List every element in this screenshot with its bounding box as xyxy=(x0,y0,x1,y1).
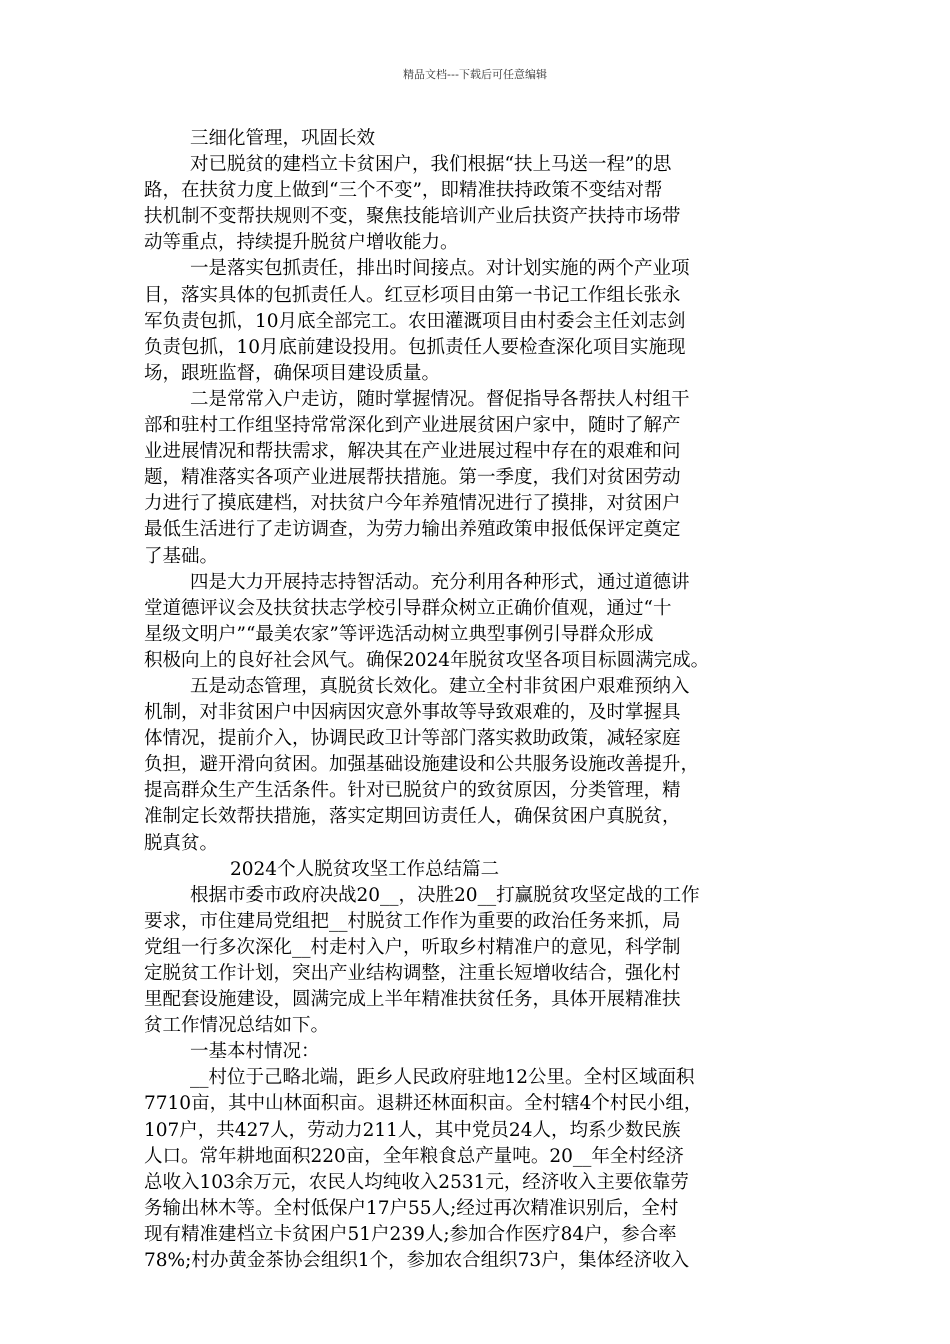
text-line: 要求，市住建局党组把__村脱贫工作作为重要的政治任务来抓，局 xyxy=(144,910,681,932)
section-title: 2024个人脱贫攻坚工作总结篇二 xyxy=(230,858,500,880)
text-line: 一是落实包抓责任，排出时间接点。对计划实施的两个产业项 xyxy=(190,258,690,280)
text-line: 负责包抓，10月底前建设投用。包抓责任人要检查深化项目实施现 xyxy=(144,336,686,358)
text-line: 负担，避开滑向贫困。加强基础设施建设和公共服务设施改善提升， xyxy=(144,754,700,776)
text-line: 题，精准落实各项产业进展帮扶措施。第一季度，我们对贫困劳动 xyxy=(144,467,681,489)
text-line: 路，在扶贫力度上做到“三个不变”，即精准扶持政策不变结对帮 xyxy=(144,180,663,202)
text-line: 脱真贫。 xyxy=(144,832,219,854)
text-line: 力进行了摸底建档，对扶贫户今年养殖情况进行了摸排，对贫困户 xyxy=(144,493,681,515)
text-line: 扶机制不变帮扶规则不变，聚焦技能培训产业后扶资产扶持市场带 xyxy=(144,206,681,228)
text-line: 总收入103余万元，农民人均纯收入2531元，经济收入主要依靠劳 xyxy=(144,1171,689,1193)
text-line: 务输出林木等。全村低保户17户55人;经过再次精准识别后，全村 xyxy=(144,1197,679,1219)
text-line: 定脱贫工作计划，突出产业结构调整，注重长短增收结合，强化村 xyxy=(144,963,681,984)
text-line: 积极向上的良好社会风气。确保2024年脱贫攻坚各项目标圆满完成。 xyxy=(144,649,710,671)
text-line: __村位于己略北端，距乡人民政府驻地12公里。全村区域面积 xyxy=(190,1067,695,1089)
text-line: 堂道德评议会及扶贫扶志学校引导群众树立正确价值观，通过“十 xyxy=(144,597,672,619)
text-line: 机制，对非贫困户中因病因灾意外事故等导致艰难的，及时掌握具 xyxy=(144,702,681,724)
text-line: 目，落实具体的包抓责任人。红豆杉项目由第一书记工作组长张永 xyxy=(144,284,681,306)
text-line: 贫工作情况总结如下。 xyxy=(144,1015,330,1037)
text-line: 党组一行多次深化__村走村入户，听取乡村精准户的意见，科学制 xyxy=(144,936,681,958)
text-line: 四是大力开展持志持智活动。充分利用各种形式，通过道德讲 xyxy=(190,571,690,593)
document-body xyxy=(144,126,812,1274)
text-line: 军负责包抓，10月底全部完工。农田灌溉项目由村委会主任刘志剑 xyxy=(144,310,686,332)
text-line: 了基础。 xyxy=(144,545,219,567)
text-line: 107户，共427人，劳动力211人，其中党员24人，均系少数民族 xyxy=(144,1119,681,1141)
text-line: 一基本村情况： xyxy=(190,1041,320,1063)
text-line: 场，跟班监督，确保项目建设质量。 xyxy=(144,362,441,384)
text-line: 五是动态管理，真脱贫长效化。建立全村非贫困户艰难预纳入 xyxy=(190,675,690,697)
text-line: 提高群众生产生活条件。针对已脱贫户的致贫原因，分类管理，精 xyxy=(144,780,681,802)
text-line: 对已脱贫的建档立卡贫困户，我们根据“扶上马送一程”的思 xyxy=(190,154,672,176)
text-line: 现有精准建档立卡贫困户51户239人;参加合作医疗84户，参合率 xyxy=(144,1223,677,1245)
text-line: 星级文明户”“最美农家”等评选活动树立典型事例引导群众形成 xyxy=(144,623,654,645)
text-line: 人口。常年耕地面积220亩，全年粮食总产量吨。20__年全村经济 xyxy=(144,1145,684,1167)
text-line: 业进展情况和帮扶需求，解决其在产业进展过程中存在的艰难和问 xyxy=(144,441,681,463)
text-line: 三细化管理，巩固长效 xyxy=(190,128,376,149)
text-line: 动等重点，持续提升脱贫户增收能力。 xyxy=(144,232,459,254)
text-line: 根据市委市政府决战20__，决胜20__打赢脱贫攻坚定战的工作 xyxy=(190,884,700,906)
text-line: 78%;村办黄金茶协会组织1个，参加农合组织73户，集体经济收入 xyxy=(144,1250,690,1272)
text-line: 二是常常入户走访，随时掌握情况。督促指导各帮扶人村组干 xyxy=(190,388,690,410)
text-line: 最低生活进行了走访调查，为劳力输出养殖政策申报低保评定奠定 xyxy=(144,519,681,541)
text-line: 部和驻村工作组坚持常常深化到产业进展贫困户家中，随时了解产 xyxy=(144,415,681,437)
text-line: 里配套设施建设，圆满完成上半年精准扶贫任务，具体开展精准扶 xyxy=(144,989,681,1011)
text-line: 体情况，提前介入，协调民政卫计等部门落实救助政策，减轻家庭 xyxy=(144,728,681,750)
text-line: 7710亩，其中山林面积亩。退耕还林面积亩。全村辖4个村民小组， xyxy=(144,1093,703,1115)
text-line: 准制定长效帮扶措施，落实定期回访责任人，确保贫困户真脱贫， xyxy=(144,806,681,828)
page-header: 精品文档---下载后可任意编辑 xyxy=(403,68,547,81)
